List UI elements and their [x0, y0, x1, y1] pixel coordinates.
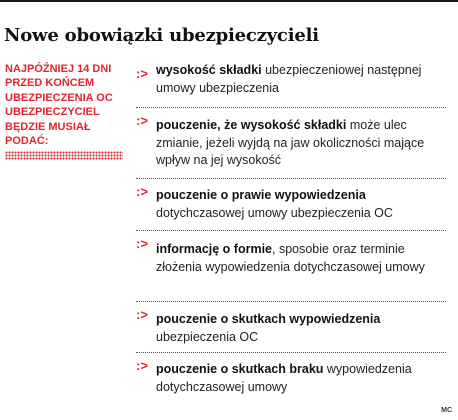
list-item-bold: pouczenie, że wysokość składki — [156, 118, 347, 132]
list-item-rest: wypowiedzenia dotychczasowej umowy — [156, 362, 412, 394]
bullet-icon: :> — [136, 66, 148, 81]
list-item-bold: pouczenie o skutkach braku — [156, 362, 324, 376]
list-item — [136, 62, 446, 108]
list-item-bold: pouczenie o skutkach wypowiedzenia — [156, 312, 381, 326]
list-item — [136, 108, 446, 179]
page-title: Nowe obowiązki ubezpieczycieli — [4, 25, 319, 46]
list-item-bold: pouczenie o prawie wypowiedzenia — [156, 188, 366, 202]
bullet-icon: :> — [136, 236, 148, 251]
list-item — [136, 302, 446, 353]
list-item-text — [156, 311, 444, 346]
bullet-icon: :> — [136, 307, 148, 322]
aside-panel — [5, 62, 133, 160]
list-item-text — [156, 361, 444, 396]
list-item-rest: ubezpieczeniowej następnej umowy ubezpieczenia — [156, 63, 422, 95]
author-credit: MC — [441, 407, 452, 414]
bullet-icon: :> — [136, 358, 148, 373]
list-item — [136, 231, 446, 302]
list-item-text — [156, 187, 444, 222]
bullet-icon: :> — [136, 184, 148, 199]
list-item-rest: , sposobie oraz terminie złożenia wypowiedzenia dotychczasowej umowy — [156, 242, 425, 274]
obligations-list — [136, 62, 446, 406]
list-item-text — [156, 117, 444, 170]
list-item-rest: ubezpieczenia OC — [156, 329, 259, 344]
list-item-rest: może ulec zmianie, jeżeli wyjdą na jaw okoliczności mające wpływ na jej wysokość — [156, 118, 425, 167]
dotted-pattern — [5, 151, 123, 160]
list-item-text — [156, 62, 444, 97]
bullet-icon: :> — [136, 113, 148, 128]
list-item-rest: dotychczasowej umowy ubezpieczenia OC — [156, 205, 393, 220]
list-item-text — [156, 241, 444, 276]
list-item — [136, 179, 446, 231]
list-item-bold: informację o formie — [156, 242, 272, 256]
list-item — [136, 353, 446, 406]
list-item-bold: wysokość składki — [156, 63, 262, 77]
top-rule — [0, 0, 458, 2]
aside-heading: NAJPÓŹNIEJ 14 DNI PRZED KOŃCEM UBEZPIECZENIA OC UBEZPIECZYCIEL BĘDZIE MUSIAŁ PODAĆ: — [5, 63, 113, 148]
